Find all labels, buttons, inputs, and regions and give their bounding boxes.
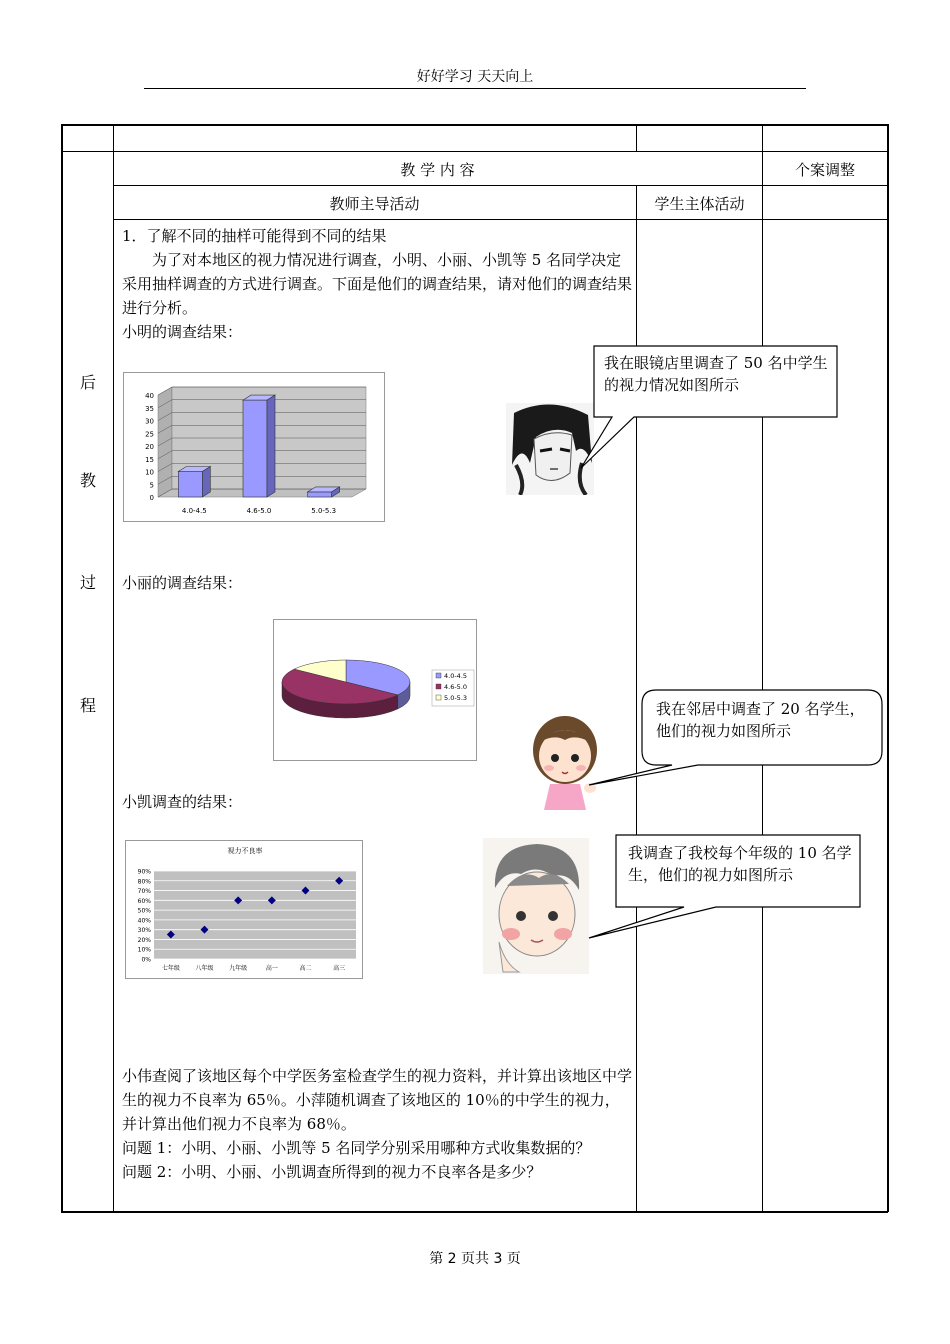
scatter-x-tick-label: 九年级 (229, 965, 248, 972)
case-adjust-header: 个案调整 (794, 161, 855, 179)
pie-legend-label: 4.0-4.5 (444, 672, 468, 680)
side-label-char: 程 (79, 696, 96, 715)
scatter-x-tick-label: 高一 (265, 965, 278, 972)
scatter-x-tick-label: 七年级 (161, 965, 180, 972)
pie-chart-svg (274, 620, 476, 760)
bar-side (202, 467, 210, 498)
bar-y-tick-label: 35 (145, 404, 154, 413)
xiaoli-label: 小丽的调查结果： (122, 574, 243, 592)
scatter-y-tick-label: 20% (137, 936, 151, 944)
scatter-x-tick-label: 八年级 (195, 965, 214, 972)
intro-block (122, 224, 632, 344)
final-block (122, 1064, 632, 1184)
page-footer: 第 2 页共 3 页 (429, 1251, 521, 1267)
sketch-boy-icon (483, 838, 589, 974)
bubble-3-text: 我调查了我校每个年级的 10 名学生，他们的视力如图所示 (628, 844, 852, 884)
xiaokai-label: 小凯调查的结果： (122, 793, 243, 811)
scatter-title: 视力不良率 (227, 847, 263, 855)
side-label-char: 后 (79, 373, 96, 392)
bar-x-tick-label: 5.0-5.3 (311, 507, 337, 515)
section-title: 教 学 内 容 (400, 161, 475, 179)
side-label-char: 教 (79, 471, 96, 490)
bar-x-tick-label: 4.0-4.5 (181, 507, 207, 515)
bar-chart-svg (124, 373, 384, 521)
pie-legend-swatch (436, 695, 441, 700)
side-label-char: 过 (79, 573, 96, 592)
pie-legend-label: 4.6-5.0 (444, 683, 468, 691)
scatter-y-tick-label: 80% (137, 878, 151, 886)
header-rule (144, 88, 806, 89)
question-1: 问题 1：小明、小丽、小凯等 5 名同学分别采用哪种方式收集数据的？ (122, 1139, 591, 1157)
pie-legend-label: 5.0-5.3 (444, 694, 468, 702)
pie-legend-swatch (436, 684, 441, 689)
scatter-y-tick-label: 50% (137, 907, 151, 915)
scatter-y-tick-label: 0% (141, 956, 151, 964)
xiaokai-scatter-chart (125, 840, 363, 979)
scatter-chart-svg (126, 841, 362, 978)
bar (308, 492, 332, 497)
page-header: 好好学习 天天向上 (416, 69, 534, 85)
bar-side (267, 395, 275, 497)
bar-y-tick-label: 15 (145, 455, 154, 464)
bar (178, 472, 202, 498)
question-2: 问题 2：小明、小丽、小凯调查所得到的视力不良率各是多少？ (122, 1163, 542, 1181)
xiaoming-bar-chart (123, 372, 385, 522)
scatter-plot-area (154, 871, 356, 959)
bar (243, 400, 267, 497)
bar-y-tick-label: 10 (145, 468, 154, 477)
scatter-y-tick-label: 30% (137, 927, 151, 935)
xiaoming-label: 小明的调查结果： (122, 323, 243, 341)
bar-y-tick-label: 5 (149, 481, 154, 490)
scatter-x-tick-label: 高二 (299, 965, 312, 972)
scatter-y-tick-label: 40% (137, 917, 151, 925)
final-paragraph: 小伟查阅了该地区每个中学医务室检查学生的视力资料，并计算出该地区中学生的视力不良率为 65％。小萍随机调查了该地区的 10％的中学生的视力，并计算出他们视力不良率为 68％。 (122, 1067, 633, 1133)
bubble-2-text: 我在邻居中调查了 20 名学生，他们的视力如图所示 (656, 700, 865, 740)
pie-legend-swatch (436, 673, 441, 678)
bar-y-tick-label: 30 (145, 417, 154, 426)
bar-y-tick-label: 25 (145, 430, 154, 439)
scatter-y-tick-label: 90% (137, 868, 151, 876)
item1-paragraph: 为了对本地区的视力情况进行调查，小明、小丽、小凯等 5 名同学决定采用抽样调查的方式进行调查。下面是他们的调查结果，请对他们的调查结果进行分析。 (122, 251, 633, 317)
item1-title: 1．了解不同的抽样可能得到不同的结果 (122, 227, 387, 245)
student-column-header: 学生主体活动 (654, 195, 745, 213)
scatter-x-tick-label: 高三 (333, 965, 346, 972)
bar-y-tick-label: 40 (145, 392, 154, 400)
teacher-column-header: 教师主导活动 (329, 195, 420, 213)
scatter-y-tick-label: 60% (137, 897, 151, 905)
bar-x-tick-label: 4.6-5.0 (246, 507, 272, 515)
scatter-y-tick-label: 10% (137, 946, 151, 954)
scatter-y-tick-label: 70% (137, 888, 151, 896)
xiaoli-pie-chart (273, 619, 477, 761)
bar-y-tick-label: 20 (145, 443, 154, 451)
bar-y-tick-label: 0 (149, 494, 154, 502)
bubble-1-text: 我在眼镜店里调查了 50 名中学生的视力情况如图所示 (604, 354, 828, 394)
